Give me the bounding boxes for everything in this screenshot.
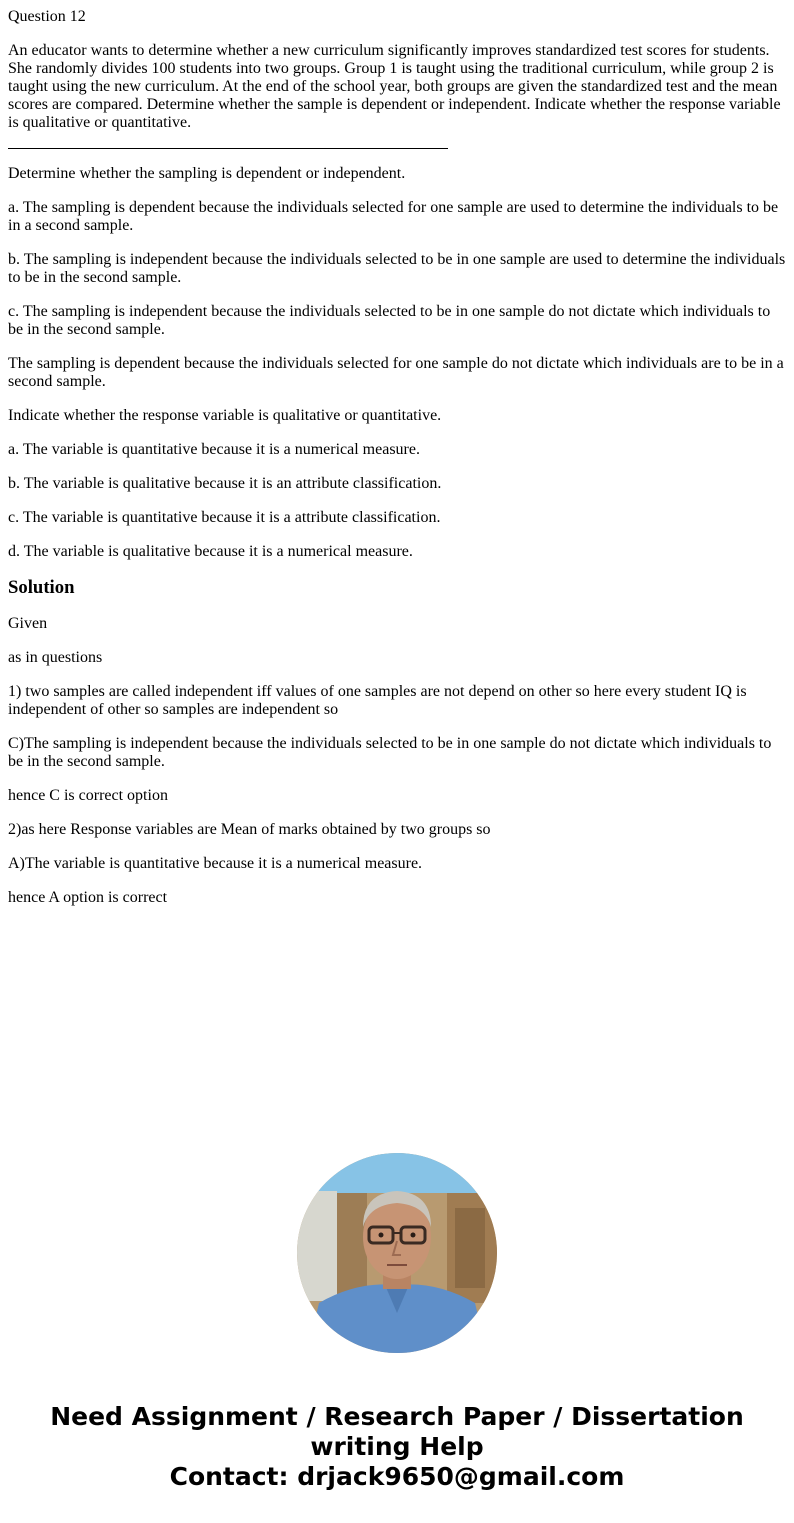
promo-banner xyxy=(0,1402,794,1492)
promo-contact: Contact: drjack9650@gmail.com xyxy=(169,1462,625,1491)
part1-option-c: c. The sampling is independent because the individuals selected to be in one sample do not dictate which individuals to be in the second sample. xyxy=(8,303,771,338)
question-title: Question 12 xyxy=(8,8,86,25)
promo-line-2: writing Help xyxy=(310,1432,484,1461)
part2-option-b: b. The variable is qualitative because it is an attribute classification. xyxy=(8,475,442,492)
solution-line: 2)as here Response variables are Mean of marks obtained by two groups so xyxy=(8,821,491,838)
solution-line: Given xyxy=(8,615,48,632)
part1-heading: Determine whether the sampling is dependent or independent. xyxy=(8,165,406,182)
part1-option-b: b. The sampling is independent because the individuals selected to be in one sample are used to determine the individuals to be in the second sample. xyxy=(8,251,786,286)
solution-line: C)The sampling is independent because the individuals selected to be in one sample do not dictate which individuals to be in the second sample. xyxy=(8,735,772,770)
solution-line: hence A option is correct xyxy=(8,889,168,906)
solution-line: A)The variable is quantitative because it is a numerical measure. xyxy=(8,855,423,872)
solution-heading: Solution xyxy=(8,577,75,598)
part2-heading: Indicate whether the response variable is qualitative or quantitative. xyxy=(8,407,442,424)
author-portrait-icon xyxy=(297,1153,497,1353)
part1-option-a: a. The sampling is dependent because the individuals selected for one sample are used to determine the individuals to be in a second sample. xyxy=(8,199,779,234)
part2-option-c: c. The variable is quantitative because it is a attribute classification. xyxy=(8,509,441,526)
author-avatar xyxy=(297,1153,497,1353)
solution-line: hence C is correct option xyxy=(8,787,168,804)
horizontal-divider xyxy=(8,148,448,149)
question-prompt: An educator wants to determine whether a new curriculum significantly improves standardized test scores for students. She randomly divides 100 students into two groups. Group 1 is taught using the traditional curriculum, while group 2 is taught using the new curriculum. At the end of the school year, both groups are given the standardized test and the mean scores are compared. Determine whether the sample is dependent or independent. Indicate whether the response variable is qualitative or quantitative. xyxy=(8,42,781,131)
solution-line: 1) two samples are called independent iff values of one samples are not depend on other so here every student IQ is independent of other so samples are independent so xyxy=(8,683,747,718)
promo-line-1: Need Assignment / Research Paper / Dissertation xyxy=(50,1402,744,1431)
solution-line: as in questions xyxy=(8,649,103,666)
part1-option-d: The sampling is dependent because the individuals selected for one sample do not dictate which individuals are to be in a second sample. xyxy=(8,355,784,390)
part2-option-d: d. The variable is qualitative because it is a numerical measure. xyxy=(8,543,413,560)
part2-option-a: a. The variable is quantitative because it is a numerical measure. xyxy=(8,441,420,458)
document-body xyxy=(8,8,786,923)
